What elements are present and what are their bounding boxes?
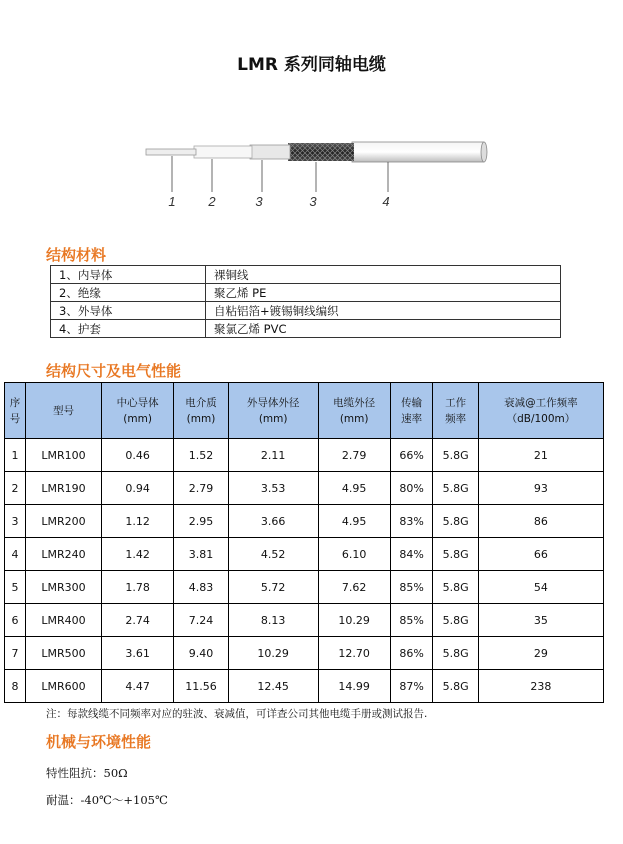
table-cell: 66% <box>390 439 433 472</box>
table-cell: 14.99 <box>318 670 390 703</box>
table-row <box>51 320 561 338</box>
material-value: 聚氯乙烯 PVC <box>206 320 561 338</box>
table-cell: 4 <box>5 538 26 571</box>
table-cell: 86% <box>390 637 433 670</box>
table-cell: 8.13 <box>228 604 318 637</box>
table-cell: 35 <box>478 604 603 637</box>
table-cell: 86 <box>478 505 603 538</box>
table-cell: 5.8G <box>433 439 478 472</box>
column-header: 中心导体 (mm) <box>102 383 174 439</box>
table-cell: 5.8G <box>433 604 478 637</box>
table-cell: 1 <box>5 439 26 472</box>
foil-shield <box>250 145 290 159</box>
material-value: 自粘铝箔+镀锡铜线编织 <box>206 302 561 320</box>
diagram-label: 3 <box>255 194 263 209</box>
table-cell: 6 <box>5 604 26 637</box>
diagram-label: 2 <box>208 194 216 209</box>
table-cell: 5 <box>5 571 26 604</box>
table-cell: LMR400 <box>26 604 102 637</box>
table-cell: 83% <box>390 505 433 538</box>
table-cell: LMR200 <box>26 505 102 538</box>
table-cell: LMR600 <box>26 670 102 703</box>
table-cell: 8 <box>5 670 26 703</box>
table-cell: 2 <box>5 472 26 505</box>
material-value: 裸铜线 <box>206 266 561 284</box>
table-cell: 10.29 <box>228 637 318 670</box>
table-cell: 4.52 <box>228 538 318 571</box>
table-cell: 5.72 <box>228 571 318 604</box>
diagram-label: 3 <box>309 194 317 209</box>
table-cell: 5.8G <box>433 505 478 538</box>
dielectric <box>194 146 252 158</box>
table-cell: 12.45 <box>228 670 318 703</box>
material-part: 1、内导体 <box>51 266 206 284</box>
table-cell: 5.8G <box>433 472 478 505</box>
table-cell: 3.66 <box>228 505 318 538</box>
table-cell: 7 <box>5 637 26 670</box>
column-header: 序号 <box>5 383 26 439</box>
table-row <box>5 439 604 472</box>
material-part: 3、外导体 <box>51 302 206 320</box>
table-cell: 7.24 <box>174 604 229 637</box>
column-header: 电介质 (mm) <box>174 383 229 439</box>
table-cell: 1.12 <box>102 505 174 538</box>
table-cell: LMR300 <box>26 571 102 604</box>
table-cell: 0.46 <box>102 439 174 472</box>
impedance-spec: 特性阻抗：50Ω <box>46 766 128 780</box>
table-row <box>5 505 604 538</box>
table-row <box>5 538 604 571</box>
table-cell: 11.56 <box>174 670 229 703</box>
table-cell: 3.81 <box>174 538 229 571</box>
table-row <box>5 637 604 670</box>
table-cell: 9.40 <box>174 637 229 670</box>
table-cell: 4.95 <box>318 505 390 538</box>
column-header: 电缆外径 (mm) <box>318 383 390 439</box>
table-cell: 1.52 <box>174 439 229 472</box>
table-cell: 54 <box>478 571 603 604</box>
table-cell: 85% <box>390 571 433 604</box>
table-note: 注：每款线缆不同频率对应的驻波、衰减值，可详查公司其他电缆手册或测试报告. <box>46 708 428 720</box>
table-cell: 1.78 <box>102 571 174 604</box>
column-header: 传输 速率 <box>390 383 433 439</box>
diagram-label: 4 <box>382 194 390 209</box>
table-cell: 10.29 <box>318 604 390 637</box>
table-cell: 80% <box>390 472 433 505</box>
material-part: 2、绝缘 <box>51 284 206 302</box>
table-cell: 238 <box>478 670 603 703</box>
table-row <box>51 302 561 320</box>
table-cell: LMR500 <box>26 637 102 670</box>
table-cell: 87% <box>390 670 433 703</box>
table-row <box>51 284 561 302</box>
table-row <box>51 266 561 284</box>
section-heading-mechanical: 机械与环境性能 <box>46 733 152 751</box>
temperature-spec: 耐温：-40℃～+105℃ <box>46 793 168 807</box>
table-cell: LMR100 <box>26 439 102 472</box>
diagram-label: 1 <box>168 194 176 209</box>
column-header: 工作 频率 <box>433 383 478 439</box>
page-title: LMR 系列同轴电缆 <box>237 55 386 75</box>
table-cell: 3 <box>5 505 26 538</box>
material-value: 聚乙烯 PE <box>206 284 561 302</box>
table-cell: 1.42 <box>102 538 174 571</box>
table-cell: 29 <box>478 637 603 670</box>
column-header: 型号 <box>26 383 102 439</box>
table-cell: 66 <box>478 538 603 571</box>
table-cell: 5.8G <box>433 670 478 703</box>
jacket <box>352 142 484 162</box>
table-row <box>5 472 604 505</box>
table-cell: 2.74 <box>102 604 174 637</box>
table-cell: 2.11 <box>228 439 318 472</box>
table-cell: 2.79 <box>318 439 390 472</box>
table-cell: 7.62 <box>318 571 390 604</box>
table-cell: 2.95 <box>174 505 229 538</box>
table-cell: 4.95 <box>318 472 390 505</box>
cable-structure-diagram <box>130 128 510 218</box>
table-cell: 6.10 <box>318 538 390 571</box>
table-row <box>5 571 604 604</box>
table-cell: LMR240 <box>26 538 102 571</box>
table-cell: 85% <box>390 604 433 637</box>
material-part: 4、护套 <box>51 320 206 338</box>
section-heading-materials: 结构材料 <box>46 246 107 264</box>
table-cell: 5.8G <box>433 637 478 670</box>
table-cell: 3.61 <box>102 637 174 670</box>
table-cell: 0.94 <box>102 472 174 505</box>
section-heading-specs: 结构尺寸及电气性能 <box>46 362 182 380</box>
table-row <box>5 604 604 637</box>
table-cell: 3.53 <box>228 472 318 505</box>
table-cell: 4.83 <box>174 571 229 604</box>
table-cell: 5.8G <box>433 571 478 604</box>
inner-conductor <box>146 149 196 155</box>
table-cell: LMR190 <box>26 472 102 505</box>
materials-table <box>50 265 561 338</box>
table-cell: 93 <box>478 472 603 505</box>
column-header: 衰减@工作频率 （dB/100m） <box>478 383 603 439</box>
specs-table <box>4 382 604 703</box>
column-header: 外导体外径 (mm) <box>228 383 318 439</box>
table-cell: 2.79 <box>174 472 229 505</box>
table-row <box>5 670 604 703</box>
table-cell: 21 <box>478 439 603 472</box>
table-cell: 5.8G <box>433 538 478 571</box>
table-cell: 84% <box>390 538 433 571</box>
table-cell: 4.47 <box>102 670 174 703</box>
table-cell: 12.70 <box>318 637 390 670</box>
